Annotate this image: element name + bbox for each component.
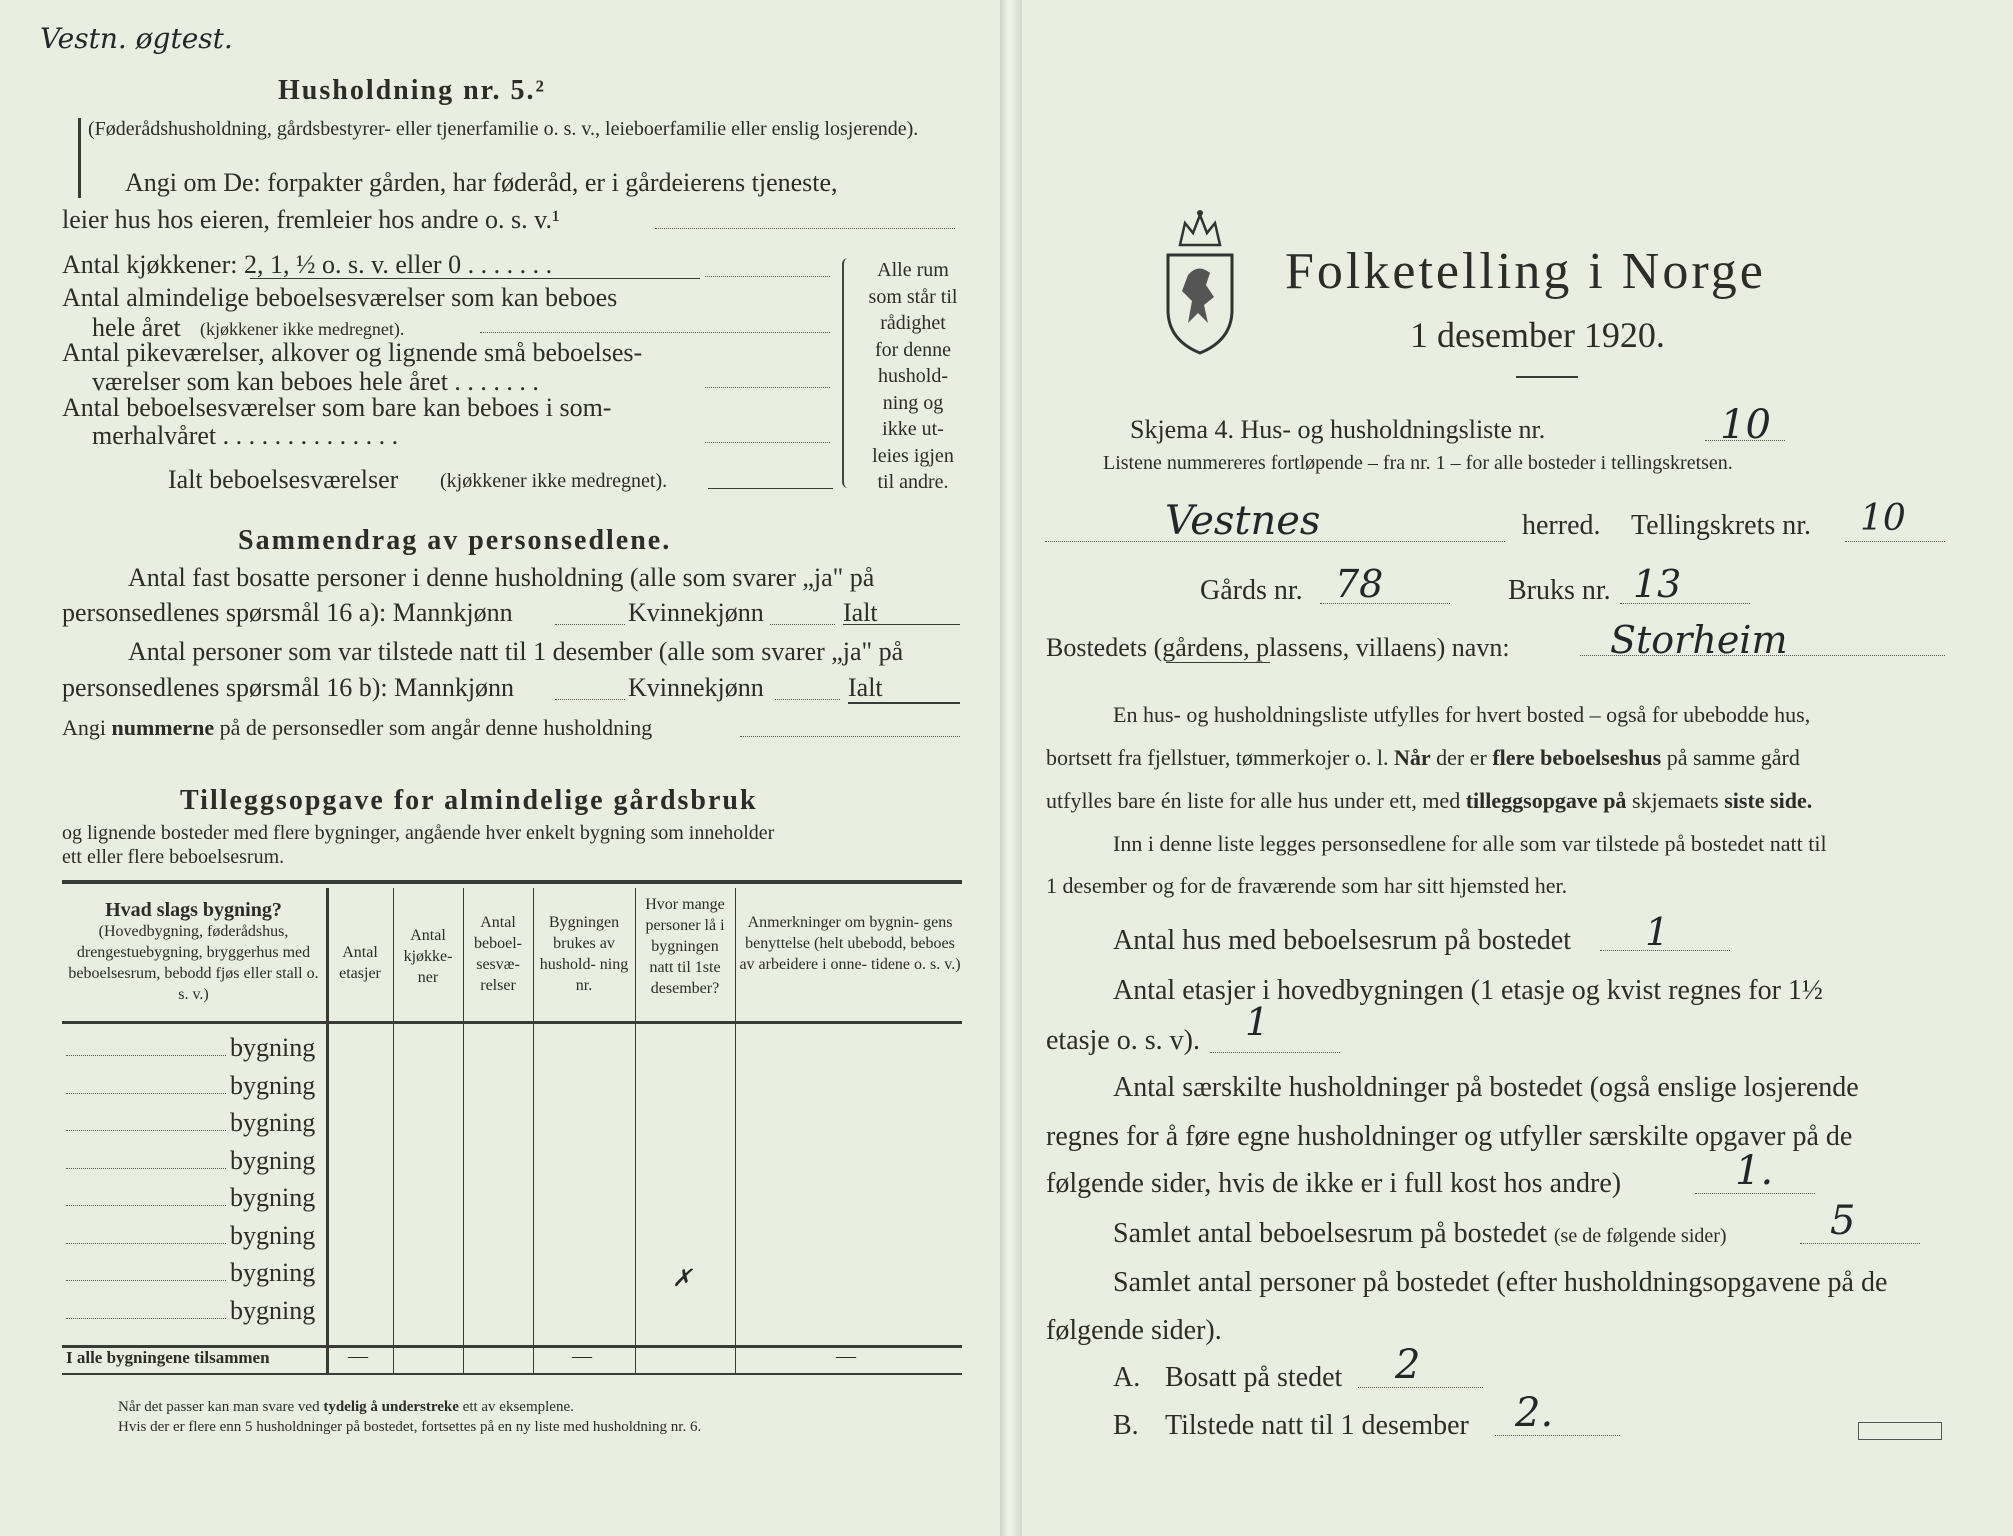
tellingskrets-value: 10 (1860, 498, 1906, 539)
col-header-vaerelser: Antal beboel- sesvæ- relser (474, 914, 522, 994)
census-title: Folketelling i Norge (1285, 243, 1766, 300)
summary-p2-kvinne: Kvinnekjønn (628, 673, 764, 702)
skjema-label: Skjema 4. Hus- og husholdningsliste nr. (1130, 415, 1546, 444)
listene-note: Listene nummereres fortløpende – fra nr. 1 – for alle bosteder i tellingskretsen. (1103, 452, 1733, 474)
col-header-kjokkener: Antal kjøkke- ner (403, 927, 453, 986)
rooms-summer: Antal beboelsesværelser som bare kan beboes i som- (62, 393, 612, 422)
footer-note-2: Hvis der er flere enn 5 husholdninger på bostedet, fortsettes på en ny liste med husholdning nr. 6. (118, 1419, 702, 1435)
instruction-5: 1 desember og for de fraværende som har sitt hjemsted her. (1046, 873, 1568, 898)
tellingskrets-label: Tellingskrets nr. (1631, 510, 1812, 541)
q-etasjer-a: Antal etasjer i hovedbygningen (1 etasje og kvist regnes for 1½ (1113, 975, 1823, 1006)
gards-value: 78 (1335, 562, 1384, 606)
skjema-number: 10 (1720, 402, 1771, 448)
q-rum-label: Samlet antal beboelsesrum på bostedet (se de følgende sider) (1113, 1218, 1727, 1249)
rooms-ordinary: Antal almindelige beboelsesværelser som kan beboes (62, 283, 618, 312)
handwritten-mark: ✗ (672, 1264, 693, 1292)
total-dash-anmerkninger: — (836, 1345, 856, 1367)
summary-title: Sammendrag av personsedlene. (238, 525, 672, 556)
census-date: 1 desember 1920. (1410, 315, 1665, 355)
summary-p2-a: Antal personer som var tilstede natt til 1 desember (alle som svarer „ja" på (128, 637, 904, 666)
q-husholdninger-b: regnes for å føre egne husholdninger og utfyller særskilte opgaver på de (1046, 1121, 1853, 1152)
margin-mark (78, 118, 81, 198)
table-row-label: bygning (230, 1295, 316, 1325)
side-note: Alle rum som står til rådighet for denne hushold- ning og ikke ut- leies igjen til andre. (868, 259, 958, 493)
ialt-rooms-note: (kjøkkener ikke medregnet). (440, 470, 668, 492)
q-tilstede-value: 2. (1515, 1390, 1554, 1436)
table-row-label: bygning (230, 1070, 316, 1100)
table-row-line (66, 1168, 226, 1169)
total-label: I alle bygningene tilsammen (66, 1348, 270, 1367)
table-row-label: bygning (230, 1258, 316, 1287)
herred-value: Vestnes (1165, 498, 1321, 544)
q-hus-label: Antal hus med beboelsesrum på bostedet (1113, 925, 1572, 956)
handwritten-corner-note: Vestn. øgtest. (40, 22, 233, 55)
instruction-1: En hus- og husholdningsliste utfylles for hvert bosted – også for ubebodde hus, (1113, 702, 1811, 727)
gards-label: Gårds nr. (1200, 575, 1303, 606)
printer-stamp (1858, 1422, 1942, 1440)
summary-p2-b: personsedlenes spørsmål 16 b): Mannkjønn (62, 673, 515, 702)
table-row-line (66, 1055, 226, 1056)
rooms-ordinary-b: hele året (92, 313, 181, 342)
summary-p2-ialt: Ialt (848, 673, 883, 702)
table-row-line (66, 1093, 226, 1094)
side-note-brace (842, 258, 856, 488)
tillegg-sub-1: og lignende bosteder med flere bygninger, angående hver enkelt bygning som inneholder (62, 822, 775, 844)
summary-p1-ialt: Ialt (843, 598, 878, 627)
instruction-2: bortsett fra fjellstuer, tømmerkojer o. l. Når der er flere beboelseshus på samme gård (1046, 745, 1800, 770)
q-bosatt-letter: A. (1113, 1362, 1141, 1393)
rooms-maids: Antal pikeværelser, alkover og lignende små beboelses- (62, 338, 643, 367)
angi-answer-line (655, 228, 955, 229)
q-bosatt-value: 2 (1395, 1342, 1421, 1388)
table-row-label: bygning (230, 1183, 316, 1212)
herred-label: herred. (1522, 510, 1601, 541)
q-tilstede-label: Tilstede natt til 1 desember (1165, 1410, 1469, 1441)
col-header-etasjer: Antal etasjer (339, 944, 381, 982)
rooms-maids-b: værelser som kan beboes hele året . . . . . . . (92, 367, 539, 396)
table-row-label: bygning (230, 1145, 316, 1175)
instruction-4: Inn i denne liste legges personsedlene for alle som var tilstede på bostedet natt til (1113, 831, 1827, 856)
tillegg-title: Tilleggsopgave for almindelige gårdsbruk (180, 785, 758, 816)
tillegg-sub-2: ett eller flere beboelsesrum. (62, 846, 285, 868)
rooms-ordinary-note: (kjøkkener ikke medregnet). (200, 319, 405, 339)
col-header-personer: Hvor mange personer lå i bygningen natt til 1ste desember? (645, 896, 725, 997)
bosted-label: Bostedets (gårdens, plassens, villaens) navn: (1046, 633, 1510, 662)
angi-nummerne: Angi nummerne på de personsedler som angår denne husholdning (62, 715, 653, 740)
angi-line-1: Angi om De: forpakter gården, har føderåd, er i gårdeierens tjeneste, (125, 168, 838, 197)
rooms-kitchens: Antal kjøkkener: 2, 1, ½ o. s. v. eller 0 . . . . . . . (62, 250, 553, 279)
bruks-value: 13 (1633, 562, 1682, 606)
q-etasjer-value: 1 (1245, 1000, 1270, 1044)
q-etasjer-b: etasje o. s. v). (1046, 1025, 1200, 1056)
ialt-rooms-label: Ialt beboelsesværelser (168, 465, 399, 494)
summary-p1-a: Antal fast bosatte personer i denne husholdning (alle som svarer „ja" på (128, 563, 875, 592)
angi-line-2: leier hus hos eieren, fremleier hos andre o. s. v.¹ (62, 205, 560, 234)
q-tilstede-letter: B. (1113, 1410, 1139, 1441)
q-hus-value: 1 (1645, 910, 1670, 954)
bruks-label: Bruks nr. (1508, 575, 1611, 606)
q-husholdninger-a: Antal særskilte husholdninger på bostedet (også enslige losjerende (1113, 1072, 1859, 1103)
table-row-label: bygning (230, 1220, 316, 1250)
rooms-summer-b: merhalvåret . . . . . . . . . . . . . . (92, 421, 399, 450)
total-dash-etasjer: — (348, 1345, 368, 1367)
footer-note-1: Når det passer kan man svare ved tydelig å understreke ett av eksemplene. (118, 1399, 574, 1415)
summary-p1-kvinne: Kvinnekjønn (628, 598, 764, 627)
q-husholdninger-c: følgende sider, hvis de ikke er i full kost hos andre) (1046, 1168, 1622, 1199)
table-row-line (66, 1205, 226, 1206)
household-note: (Føderådshusholdning, gårdsbestyrer- eller tjenerfamilie o. s. v., leieboerfamilie eller enslig losjerende). (88, 118, 919, 140)
household-title: Husholdning nr. 5.² (278, 75, 546, 106)
table-row-line (66, 1280, 226, 1281)
norwegian-coat-of-arms-icon (1160, 205, 1240, 355)
q-husholdninger-value: 1. (1735, 1148, 1774, 1194)
q-personer-a: Samlet antal personer på bostedet (efter husholdningsopgavene på de (1113, 1267, 1888, 1298)
col-header-husholdning: Bygningen brukes av hushold- ning nr. (539, 914, 629, 994)
col-header-anmerkninger: Anmerkninger om bygnin- gens benyttelse (helt ubebodd, beboes av arbeidere i onne- tidene o. s. v.) (739, 914, 961, 973)
table-row-line (66, 1130, 226, 1131)
bosted-value: Storheim (1610, 618, 1788, 662)
total-dash-husholdning: — (572, 1345, 592, 1367)
col-header-building: Hvad slags bygning? (Hovedbygning, føderådshus, drengestuebygning, bryggerhus med beboelsesrum, bebodd fjøs eller stall o. s. v.) (68, 899, 319, 1003)
q-rum-value: 5 (1830, 1198, 1856, 1244)
summary-p1-b: personsedlenes spørsmål 16 a): Mannkjønn (62, 598, 513, 627)
table-row-line (66, 1243, 226, 1244)
table-row-label: bygning (230, 1108, 316, 1137)
instruction-3: utfylles bare én liste for alle hus under ett, med tilleggsopgave på skjemaets siste side. (1046, 788, 1813, 813)
table-row-label: bygning (230, 1033, 316, 1062)
table-row-line (66, 1318, 226, 1319)
q-bosatt-label: Bosatt på stedet (1165, 1362, 1343, 1393)
page-fold (1000, 0, 1022, 1536)
q-personer-b: følgende sider). (1046, 1315, 1222, 1346)
